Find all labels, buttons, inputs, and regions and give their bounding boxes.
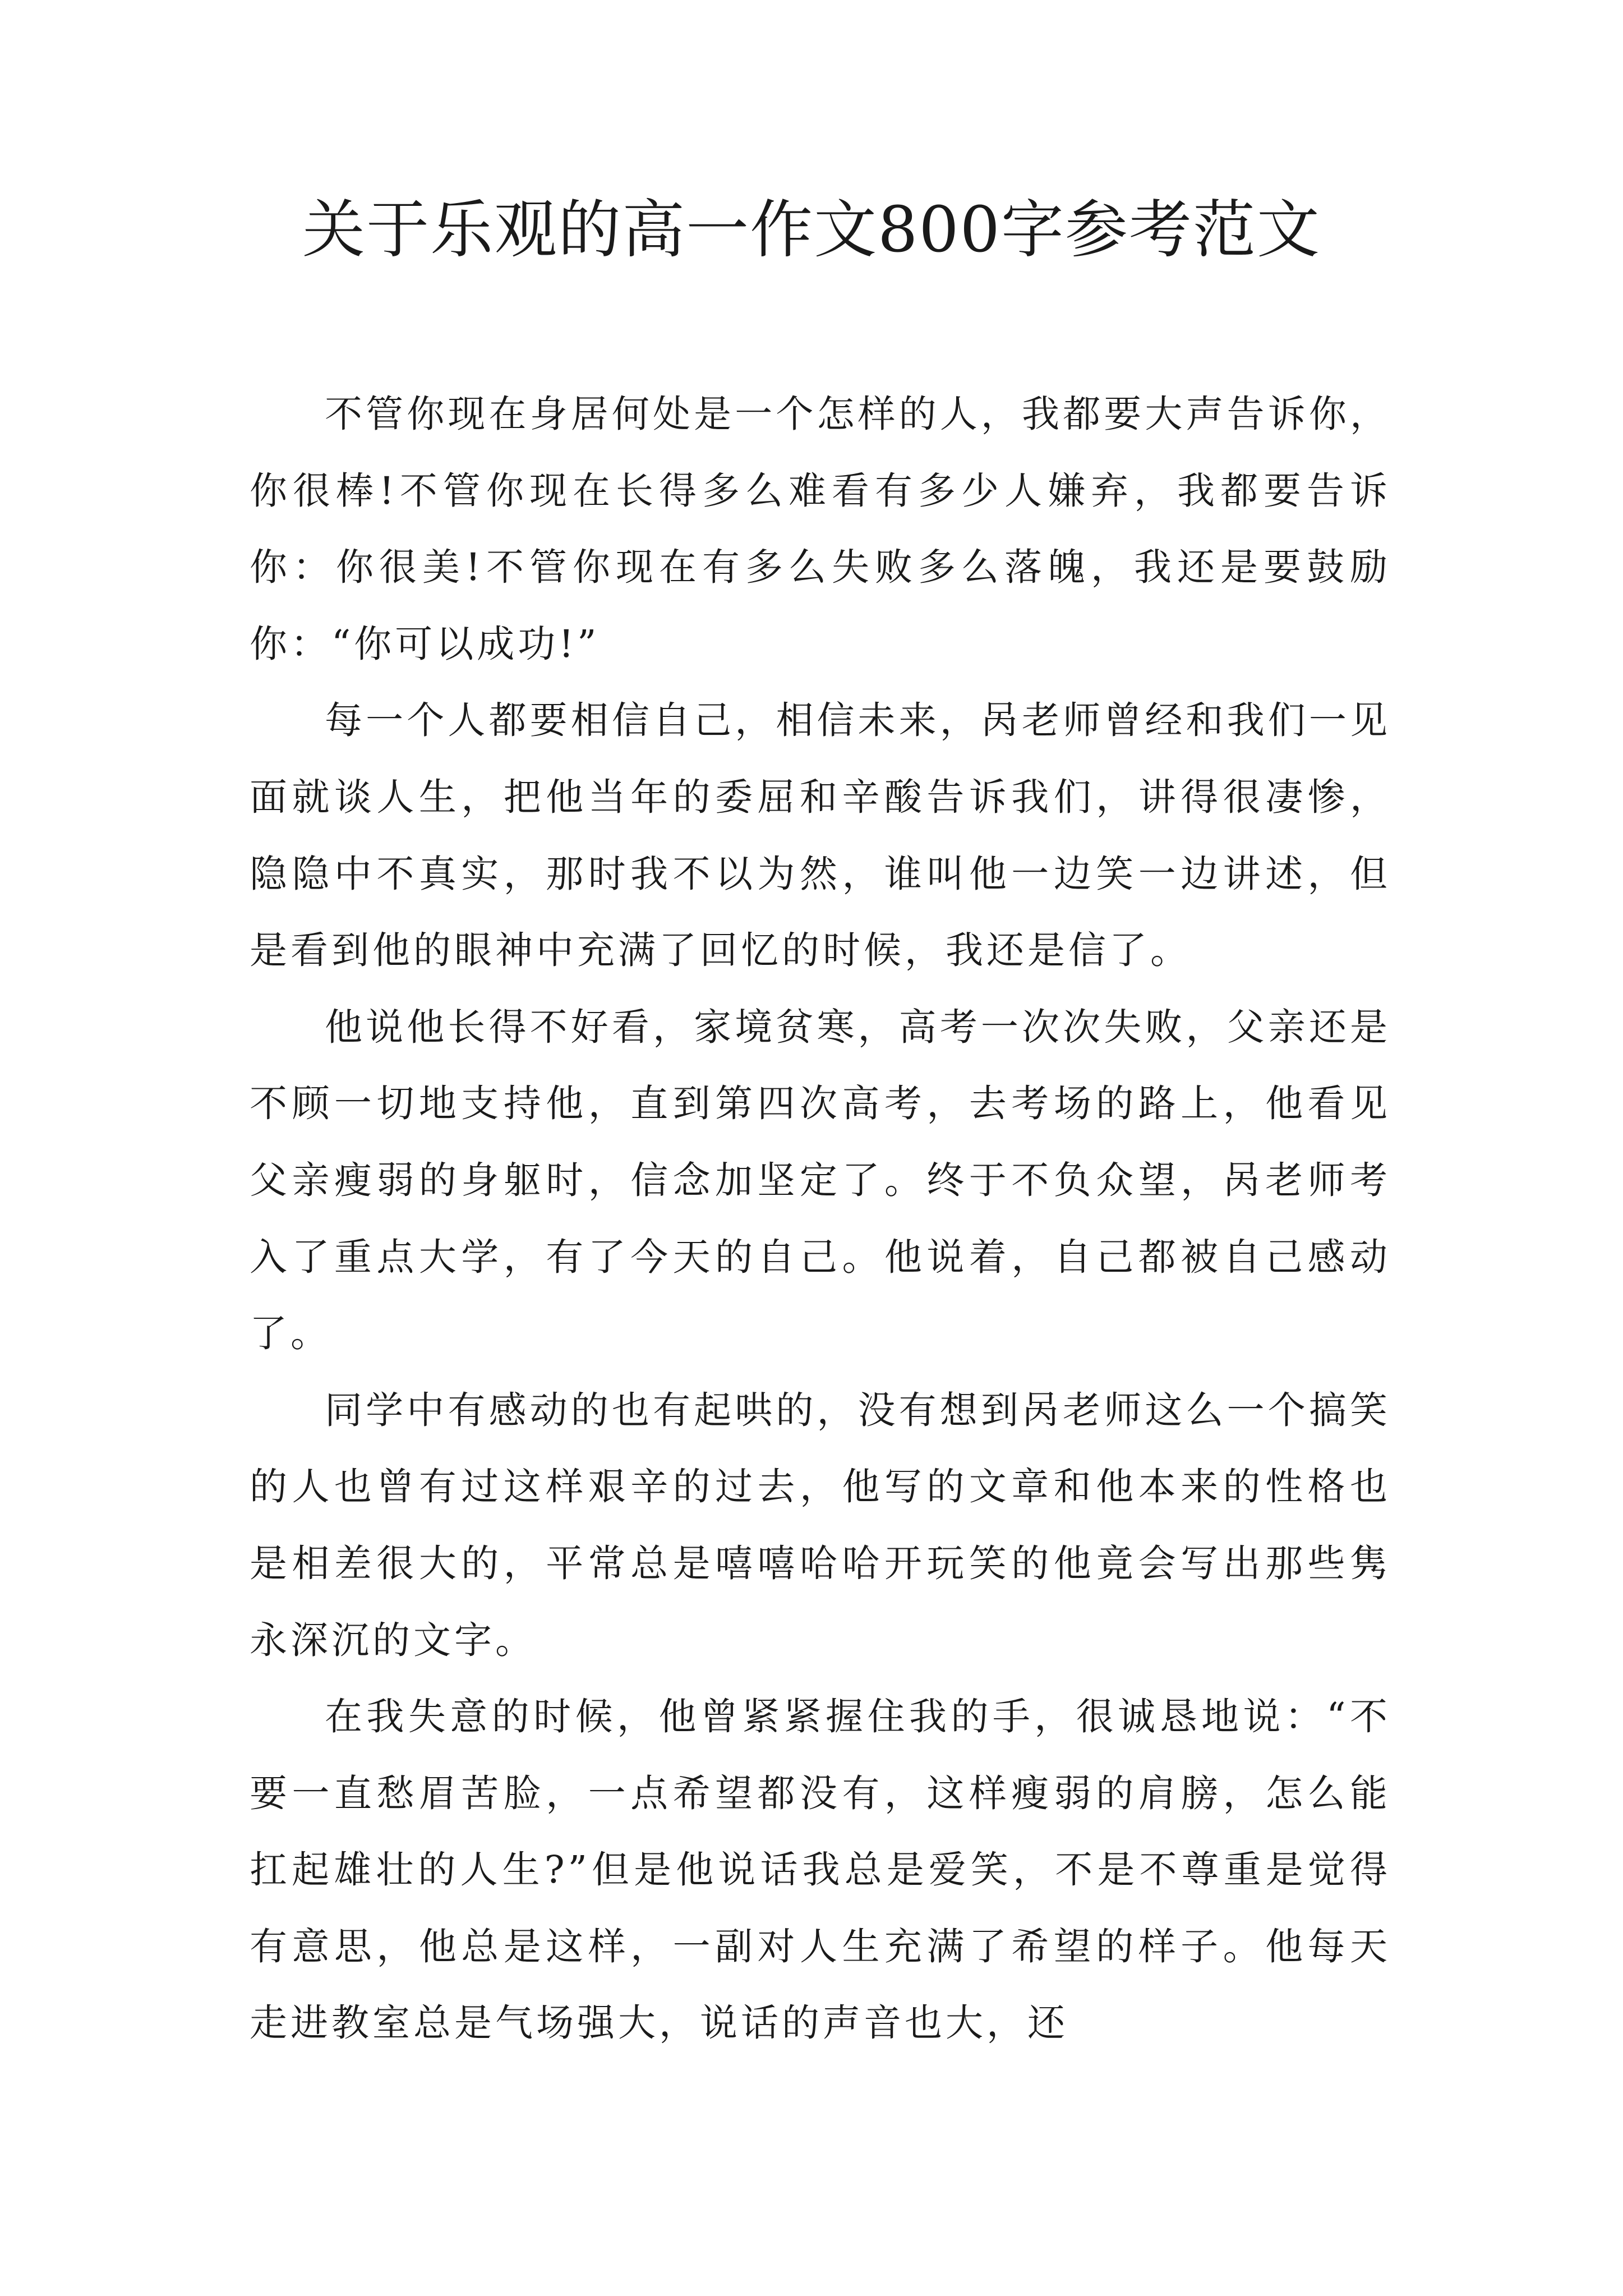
paragraph: 每一个人都要相信自己，相信未来，呙老师曾经和我们一见面就谈人生，把他当年的委屈和辛酸告诉我们，讲得很凄惨，隐隐中不真实，那时我不以为然，谁叫他一边笑一边讲述，但是看到他的眼神中充满了回忆的时候，我还是信了。 xyxy=(250,698,1391,973)
document-title: 关于乐观的高一作文800字参考范文 xyxy=(302,194,1321,266)
paragraph: 同学中有感动的也有起哄的，没有想到呙老师这么一个搞笑的人也曾有过这样艰辛的过去，他写的文章和他本来的性格也是相差很大的，平常总是嘻嘻哈哈开玩笑的他竟会写出那些隽永深沉的文字。 xyxy=(250,1388,1391,1662)
paragraph: 不管你现在身居何处是一个怎样的人，我都要大声告诉你，你很棒!不管你现在长得多么难看有多少人嫌弃，我都要告诉你：你很美!不管你现在有多么失败多么落魄，我还是要鼓励你：“你可以成功!” xyxy=(250,392,1391,666)
paragraph: 在我失意的时候，他曾紧紧握住我的手，很诚恳地说：“不要一直愁眉苦脸，一点希望都没有，这样瘦弱的肩膀，怎么能扛起雄壮的人生?”但是他说话我总是爱笑，不是不尊重是觉得有意思，他总是这样，一副对人生充满了希望的样子。他每天走进教室总是气场强大，说话的声音也大，还 xyxy=(250,1695,1391,2045)
paragraph: 他说他长得不好看，家境贫寒，高考一次次失败，父亲还是不顾一切地支持他，直到第四次高考，去考场的路上，他看见父亲瘦弱的身躯时，信念加坚定了。终于不负众望，呙老师考入了重点大学，有了今天的自己。他说着，自己都被自己感动了。 xyxy=(250,1005,1391,1356)
document-body xyxy=(250,376,1391,2062)
